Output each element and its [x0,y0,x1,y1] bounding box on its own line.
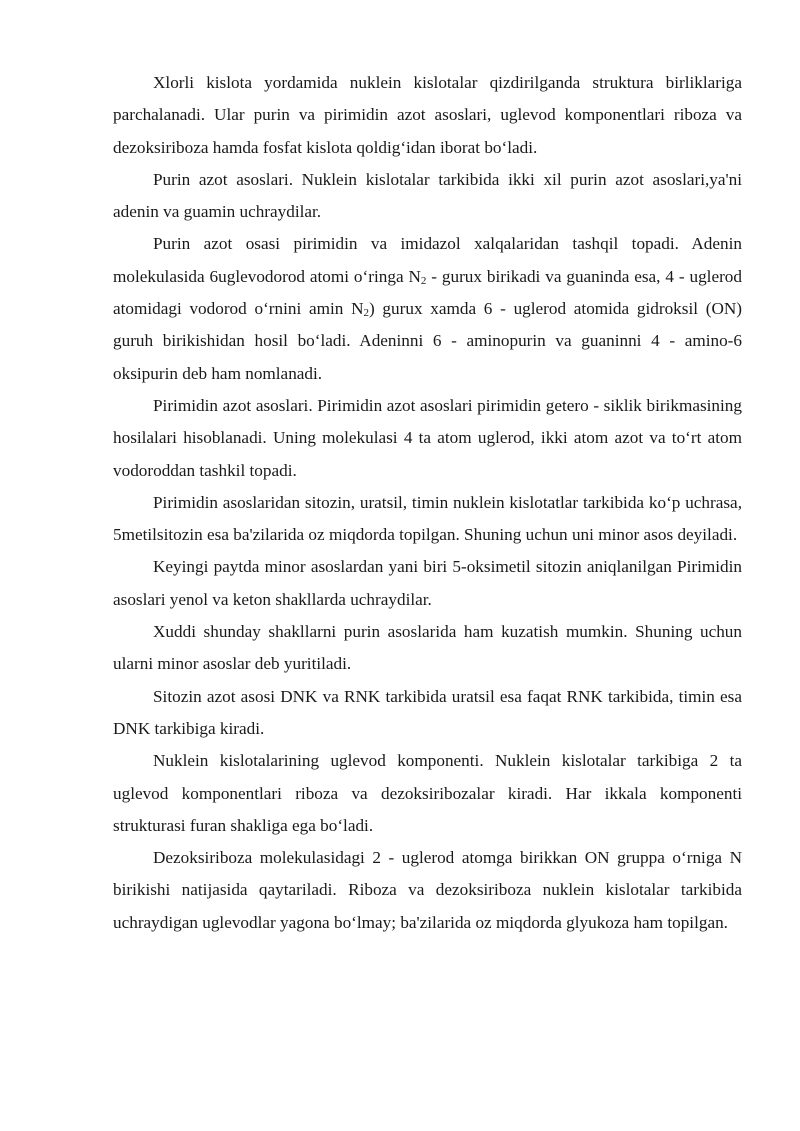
paragraph-3 [113,228,742,389]
paragraph-6: Keyingi paytda minor asoslardan yani biri 5-oksimetil sitozin aniqlanilgan Pirimidin asoslari yenol va keton shakllarda uchraydilar. [113,557,742,609]
paragraph-3-part-b: - gurux birikadi va guaninda esa, 4 - uglerod atomidagi vodorod o‘rnini amin N [113,266,742,319]
paragraph-7: Xuddi shunday shakllarni purin asoslarida ham kuzatish mumkin. Shuning uchun ularni minor asoslar deb yuritiladi. [113,622,742,674]
subscript-2: 2 [420,274,427,287]
paragraph-10: Dezoksiriboza molekulasidagi 2 - uglerod atomga birikkan ON gruppa o‘rniga N birikishi natijasida qaytariladi. Riboza va dezoksiriboza nuklein kislotalar tarkibida uchraydigan uglevodlar yagona bo‘lmay; ba'zilarida oz miqdorda glyukoza ham topilgan. [113,848,742,932]
document-page [113,67,742,939]
paragraph-8: Sitozin azot asosi DNK va RNK tarkibida uratsil esa faqat RNK tarkibida, timin esa DNK tarkibiga kiradi. [113,686,742,738]
paragraph-2: Purin azot asoslari. Nuklein kislotalar tarkibida ikki xil purin azot asoslari,ya'ni adenin va guamin uchraydilar. [113,169,742,222]
paragraph-9: Nuklein kislotalarining uglevod komponenti. Nuklein kislotalar tarkibiga 2 ta uglevod komponentlari riboza va dezoksiribozalar kiradi. Har ikkala komponenti strukturasi furan shakliga ega bo‘ladi. [113,751,742,835]
subscript-2: 2 [363,307,369,320]
paragraph-1: Xlorli kislota yordamida nuklein kislotalar qizdirilganda struktura birliklariga parchalanadi. Ular purin va pirimidin azot asoslari, uglevod komponentlari riboza va dezoksiriboza hamda fosfat kislota qoldig‘idan iborat bo‘ladi. [113,73,742,157]
paragraph-4: Pirimidin azot asoslari. Pirimidin azot asoslari pirimidin getero - siklik birikmasining hosilalari hisoblanadi. Uning molekulasi 4 ta atom uglerod, ikki atom azot va to‘rt atom vodoroddan tashkil topadi. [113,395,742,480]
paragraph-3-part-c: ) gurux xamda 6 - uglerod atomida gidroksil (ON) guruh birikishidan hosil bo‘ladi. Adeninni 6 - aminopurin va guaninni 4 - amino-6 oksipurin deb ham nomlanadi. [113,299,742,383]
paragraph-3-part-a: Purin azot osasi pirimidin va imidazol xalqalaridan tashqil topadi. Adenin molekulasida 6uglevodorod atomi o‘ringa N [113,234,742,286]
paragraph-5: Pirimidin asoslaridan sitozin, uratsil, timin nuklein kislotatlar tarkibida ko‘p uchrasa, 5metilsitozin esa ba'zilarida oz miqdorda topilgan. Shuning uchun uni minor asos deyiladi. [113,492,742,545]
